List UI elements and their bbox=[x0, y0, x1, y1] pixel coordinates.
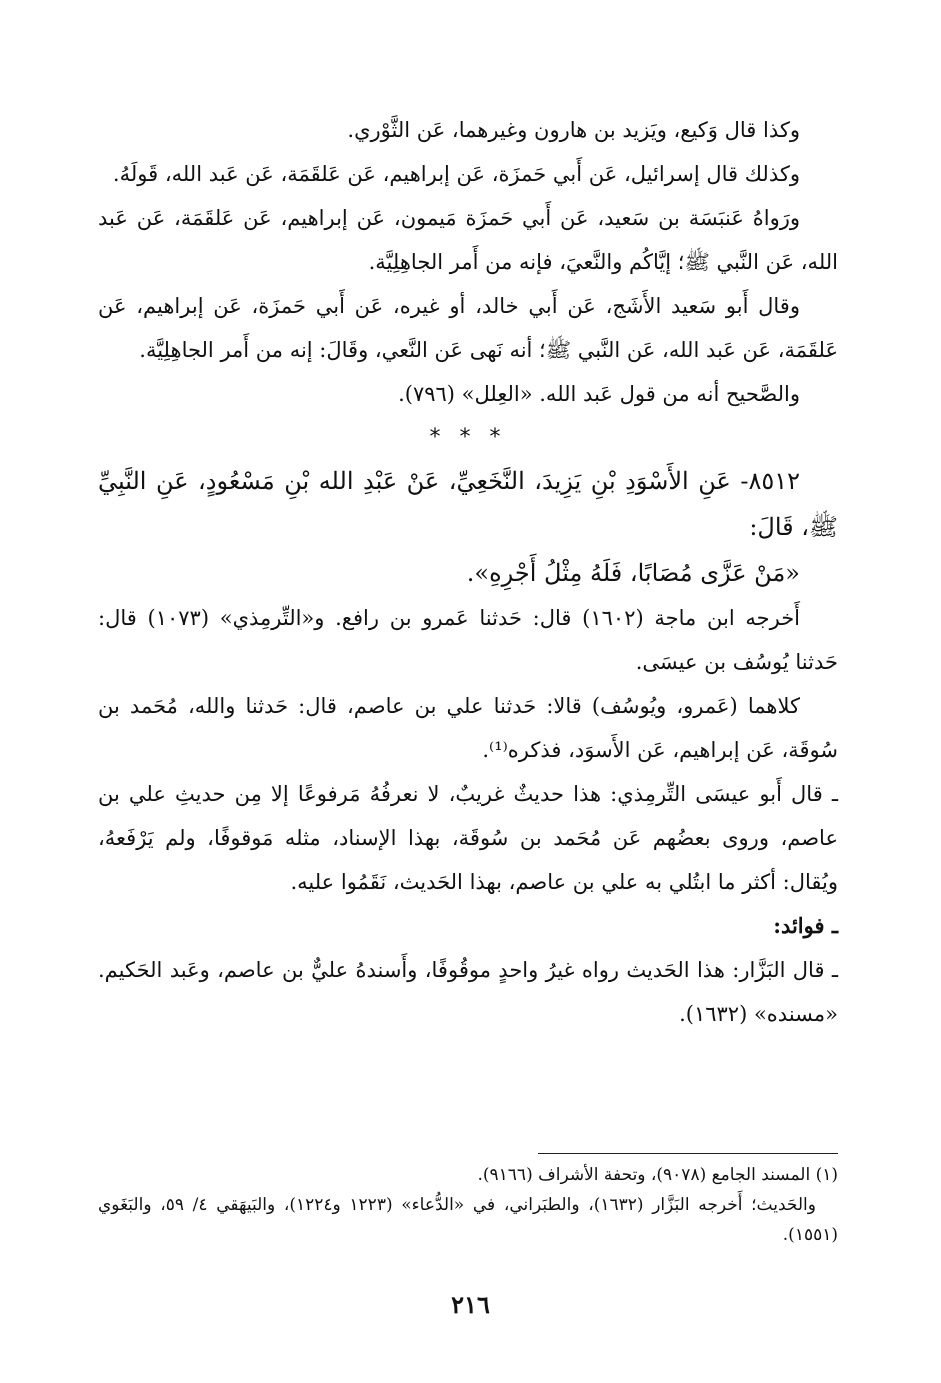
footnotes-block bbox=[98, 1160, 838, 1250]
section-separator: * * * bbox=[429, 425, 507, 450]
footnote-2: والحَديث؛ أَخرجه البَزَّار (١٦٣٢)، والطبَراني، في «الدُّعاء» (١٢٢٣ و١٢٢٤)، والبَيهَقي ٤/ ٥٩، والبَغَوي (١٥٥١). bbox=[98, 1195, 838, 1245]
paragraph-1: وكذا قال وَكيع، ويَزيد بن هارون وغيرهما، عَن الثَّوْري. bbox=[347, 118, 800, 142]
hadith-heading: ٨٥١٢- عَنِ الأَسْوَدِ بْنِ يَزِيدَ، النَّخَعِيِّ، عَنْ عَبْدِ الله بْنِ مَسْعُودٍ، عَنِ النَّبِيِّ ﷺ، قَالَ: bbox=[98, 467, 838, 541]
paragraph-tirmidhi-comment: ـ قال أَبو عيسَى التِّرمِذي: هذا حديثٌ غريبٌ، لا نعرفُهُ مَرفوعًا إلا مِن حديثِ علي بن عاصم، وروى بعضُهم عَن مُحَمد بن سُوقَة، بهذا الإسناد، مثله مَوقوفًا، ولم يَرْفَعهُ، ويُقال: أكثر ما ابتُلي به علي بن عاصم، بهذا الحَديث، نَقَمُوا عليه. bbox=[98, 782, 838, 894]
paragraph-chain: كلاهما (عَمرو، ويُوسُف) قالا: حَدثنا علي بن عاصم، قال: حَدثنا والله، مُحَمد بن سُوقَة، عَن إبراهيم، عَن الأَسوَد، فذكره⁽¹⁾. bbox=[98, 694, 838, 762]
paragraph-bazzar: ـ قال البَزَّار: هذا الحَديث رواه غيرُ واحدٍ موقُوفًا، وأَسندهُ عليٌّ بن عاصم، وعَبد الحَكيم. «مسنده» (١٦٣٢). bbox=[98, 958, 838, 1026]
main-text-block bbox=[98, 108, 838, 1036]
page-number: ٢١٦ bbox=[451, 1290, 490, 1319]
paragraph-3: ورَواهُ عَنبَسَة بن سَعيد، عَن أَبي حَمزَة مَيمون، عَن إبراهيم، عَن عَلقَمَة، عَن عَبد الله، عَن النَّبي ﷺ؛ إيَّاكُم والنَّعيَ، فإنه من أَمر الجاهِلِيَّة. bbox=[98, 206, 838, 274]
footnote-1: (١) المسند الجامع (٩٠٧٨)، وتحفة الأشراف (٩١٦٦). bbox=[477, 1165, 838, 1185]
fawaid-heading: ـ فوائد: bbox=[773, 913, 838, 938]
footnote-divider bbox=[538, 1153, 838, 1154]
paragraph-takhrij: أَخرجه ابن ماجة (١٦٠٢) قال: حَدثنا عَمرو بن رافع. و«التِّرمِذي» (١٠٧٣) قال: حَدثنا يُوسُف بن عيسَى. bbox=[98, 606, 838, 674]
paragraph-5: والصَّحيح أنه من قول عَبد الله. «العِلل» (٧٩٦). bbox=[398, 382, 800, 406]
hadith-text: «مَنْ عَزَّى مُصَابًا، فَلَهُ مِثْلُ أَجْرِهِ». bbox=[466, 559, 800, 587]
paragraph-4: وقال أَبو سَعيد الأَشَج، عَن أَبي خالد، أو غيره، عَن أَبي حَمزَة، عَن إبراهيم، عَن عَلقَمَة، عَن عَبد الله، عَن النَّبي ﷺ؛ أنه نَهى عَن النَّعي، وقَالَ: إنه من أَمر الجاهِلِيَّة. bbox=[98, 294, 838, 362]
paragraph-2: وكذلك قال إسرائيل، عَن أَبي حَمزَة، عَن إبراهيم، عَن عَلقَمَة، عَن عَبد الله، قَولَهُ. bbox=[112, 162, 800, 186]
